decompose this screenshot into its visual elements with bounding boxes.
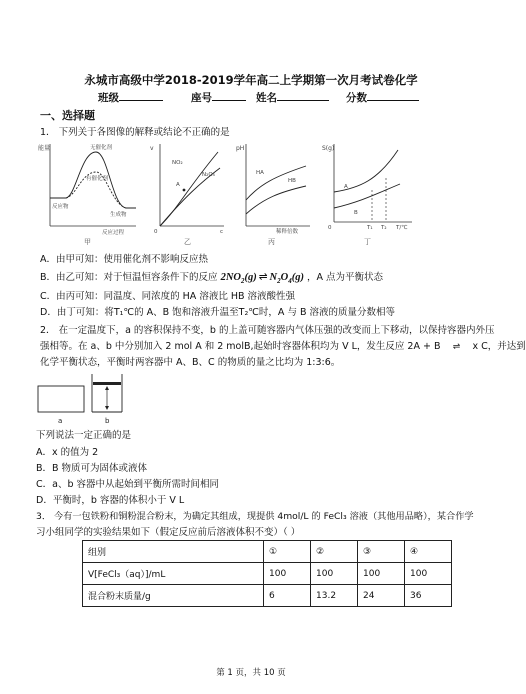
yi-caption: 乙	[184, 238, 191, 246]
containers-figure	[36, 370, 146, 426]
equilibrium-arrow-icon: ⇌	[258, 272, 268, 283]
table-cell: 24	[358, 585, 405, 607]
bing-label-ha: HA	[256, 170, 264, 176]
q1-option-d: D．由丁可知：将T₁℃的 A、B 饱和溶液升温至T₂℃时，A 与 B 溶液的质量分数相等	[40, 307, 396, 318]
bing-caption: 丙	[268, 238, 275, 246]
formula-sub: 2	[240, 277, 245, 286]
q2-option-b: B．B 物质可为固体或液体	[36, 463, 148, 474]
ding-ylabel: S(g)	[322, 145, 335, 152]
jia-label-uncatalyzed: 无催化剂	[90, 145, 113, 151]
q2-line1: 2． 在一定温度下，a 的容积保持不变，b 的上盖可随容器内气体压强的改变而上下移动，以保持容器内外压	[40, 325, 495, 336]
table-row	[83, 585, 452, 607]
jia-ylabel: 能量	[38, 145, 51, 152]
ding-caption: 丁	[364, 238, 371, 246]
score-label: 分数	[346, 92, 367, 104]
score-blank	[367, 89, 419, 101]
table-cell: 100	[311, 563, 358, 585]
table-header-cell: ③	[358, 541, 405, 563]
figure-ding	[320, 138, 416, 246]
page-footer: 第 1 页，共 10 页	[216, 668, 286, 678]
reaction-formula	[220, 272, 304, 286]
q1-stem: 1． 下列关于各图像的解释或结论不正确的是	[40, 127, 230, 138]
q2-line2-tail: x C，并达到	[472, 341, 526, 352]
yi-label-n2o4: N₂O₄	[202, 172, 215, 178]
container-b-label: b	[105, 417, 110, 425]
bing-label-hb: HB	[288, 178, 296, 184]
figure-yi	[148, 138, 228, 246]
table-cell: 6	[264, 585, 311, 607]
ding-label-b: B	[354, 210, 358, 216]
q1-option-a: A．由甲可知：使用催化剂不影响反应热	[40, 254, 208, 265]
reaction-arrow-icon: ⇌	[452, 342, 461, 352]
table-cell: 100	[405, 563, 452, 585]
q2-line3: 化学平衡状态，平衡时两容器中 A、B、C 的物质的量之比均为 1:3:6。	[40, 357, 341, 368]
container-a	[38, 386, 84, 412]
q1-option-b	[40, 269, 383, 285]
table-cell: 36	[405, 585, 452, 607]
yi-label-no2: NO₂	[172, 160, 183, 166]
formula-part: (g)	[244, 272, 257, 283]
container-b-lid	[93, 382, 121, 385]
q1-option-b-tail: ，A 点为平衡状态	[307, 272, 384, 283]
q3-line2: 习小组同学的实验结果如下（假定反应前后溶液体积不变）（ ）	[36, 527, 301, 538]
section-heading: 一、选择题	[40, 109, 95, 122]
yi-label-a: A	[176, 182, 180, 188]
q1-option-c: C．由丙可知：同温度、同浓度的 HA 溶液比 HB 溶液酸性强	[40, 291, 296, 302]
page-title: 永城市高级中学2018-2019学年高二上学期第一次月考试卷化学	[84, 73, 418, 87]
q1-option-b-text: B．由乙可知：对于恒温恒容条件下的反应	[40, 272, 218, 283]
table-header-cell: ④	[405, 541, 452, 563]
bing-xlabel: 稀释倍数	[276, 229, 299, 235]
ding-label-t2: T₂	[381, 225, 387, 231]
class-field	[98, 89, 163, 105]
jia-xlabel: 反应过程	[102, 230, 125, 236]
jia-label-product: 生成物	[110, 212, 127, 218]
q2-option-c: C．a、b 容器中从起始到平衡所需时间相同	[36, 479, 220, 490]
ding-xlabel: T/℃	[396, 225, 408, 231]
bing-ylabel: pH	[236, 145, 245, 152]
figure-jia	[36, 138, 140, 246]
q2-prompt: 下列说法一定正确的是	[36, 430, 132, 441]
q2-option-a: A．x 的值为 2	[36, 447, 99, 458]
seat-blank	[212, 89, 246, 101]
seat-field	[191, 89, 246, 105]
yi-label-origin: 0	[154, 229, 158, 235]
name-blank	[277, 89, 329, 101]
class-blank	[119, 89, 163, 101]
table-cell: 100	[264, 563, 311, 585]
ding-label-origin: 0	[328, 225, 332, 231]
table-header-row	[83, 541, 452, 563]
table-header-cell: 组别	[83, 541, 264, 563]
jia-caption: 甲	[84, 238, 91, 246]
table-cell: 混合粉末质量/g	[83, 585, 264, 607]
name-label: 姓名	[256, 92, 277, 104]
results-table	[82, 540, 452, 607]
formula-sub: 2	[277, 277, 281, 286]
seat-label: 座号	[191, 92, 212, 104]
table-header-cell: ①	[264, 541, 311, 563]
table-cell: V[FeCl₃（aq）]/mL	[83, 563, 264, 585]
class-label: 班级	[98, 92, 119, 104]
formula-part: O	[280, 272, 289, 283]
ding-label-a: A	[344, 184, 348, 190]
formula-part: N	[269, 272, 278, 283]
jia-label-reactant: 反应物	[52, 204, 69, 210]
table-row	[83, 563, 452, 585]
formula-part: (g)	[291, 272, 304, 283]
q2-line2	[40, 338, 526, 352]
table-cell: 100	[358, 563, 405, 585]
table-header-cell: ②	[311, 541, 358, 563]
name-field	[256, 89, 329, 105]
container-a-label: a	[58, 417, 63, 425]
q3-line1: 3． 今有一包铁粉和铜粉混合粉末，为确定其组成，现提供 4mol/L 的 FeCl₃ 溶液（其他用品略），某合作学	[36, 511, 474, 522]
q2-option-d: D．平衡时，b 容器的体积小于 V L	[36, 495, 185, 506]
yi-ylabel: v	[150, 145, 154, 152]
jia-label-catalyzed: 有催化剂	[86, 176, 109, 182]
ding-label-t1: T₁	[367, 225, 373, 231]
table-cell: 13.2	[311, 585, 358, 607]
score-field	[346, 89, 419, 105]
formula-sub: 4	[288, 277, 292, 286]
figure-bing	[236, 138, 314, 246]
yi-xlabel: c	[220, 229, 224, 235]
formula-part: 2NO	[220, 272, 241, 283]
q2-line2-text: 强相等。在 a、b 中分别加入 2 mol A 和 2 molB,起始时容器体积均为 V L，发生反应 2A + B	[40, 341, 441, 352]
